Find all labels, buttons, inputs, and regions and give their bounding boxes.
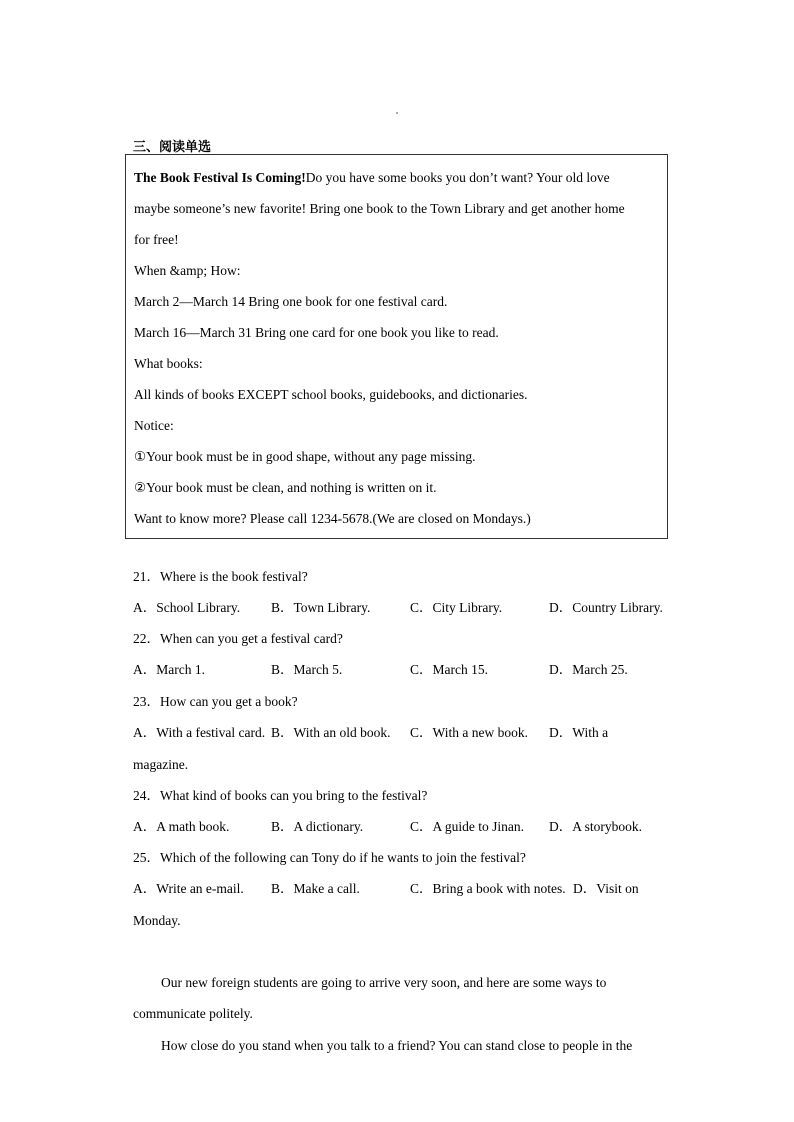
option-row [133, 819, 673, 835]
option-c[interactable]: C．A guide to Jinan. [410, 819, 524, 834]
option-d[interactable]: D．With a [549, 725, 609, 740]
option-c[interactable]: C．City Library. [410, 600, 503, 615]
page-mark [396, 112, 398, 114]
option-c[interactable]: C．With a new book. [410, 725, 528, 740]
question-stem: 23．How can you get a book? [133, 694, 298, 709]
question-stem: 24．What kind of books can you bring to the festival? [133, 788, 428, 803]
question-stem: 25．Which of the following can Tony do if he wants to join the festival? [133, 850, 526, 865]
notice-what-books: What books: [134, 356, 203, 371]
option-row [133, 662, 673, 678]
passage-paragraph-1-cont: communicate politely. [133, 1006, 253, 1021]
notice-line-1: The Book Festival Is Coming!Do you have some books you don’t want? Your old love [134, 170, 610, 185]
option-row [133, 881, 673, 897]
option-continuation: magazine. [133, 757, 189, 772]
option-a[interactable]: A．Write an e-mail. [133, 881, 244, 896]
passage-paragraph-2: How close do you stand when you talk to a friend? You can stand close to people in the [161, 1038, 633, 1053]
question-stem: 21．Where is the book festival? [133, 569, 308, 584]
option-a[interactable]: A．With a festival card. [133, 725, 266, 740]
notice-books-rule: All kinds of books EXCEPT school books, guidebooks, and dictionaries. [134, 387, 528, 402]
notice-line-2: maybe someone’s new favorite! Bring one book to the Town Library and get another home [134, 201, 625, 216]
option-d[interactable]: D．March 25. [549, 662, 628, 677]
notice-rule-1: ①Your book must be in good shape, without any page missing. [134, 449, 476, 464]
option-b[interactable]: B．March 5. [271, 662, 343, 677]
option-b[interactable]: B．A dictionary. [271, 819, 364, 834]
option-d[interactable]: D．A storybook. [549, 819, 643, 834]
option-b[interactable]: B．Town Library. [271, 600, 371, 615]
notice-label: Notice: [134, 418, 174, 433]
option-a[interactable]: A．March 1. [133, 662, 205, 677]
notice-rule-2: ②Your book must be clean, and nothing is written on it. [134, 480, 437, 495]
notice-contact: Want to know more? Please call 1234-5678.(We are closed on Mondays.) [134, 511, 531, 526]
notice-line-3: for free! [134, 232, 179, 247]
notice-date-2: March 16—March 31 Bring one card for one book you like to read. [134, 325, 499, 340]
option-continuation: Monday. [133, 913, 181, 928]
question-stem: 22．When can you get a festival card? [133, 631, 343, 646]
option-b[interactable]: B．With an old book. [271, 725, 391, 740]
option-d[interactable]: D．Visit on [573, 881, 639, 896]
notice-date-1: March 2—March 14 Bring one book for one festival card. [134, 294, 448, 309]
option-b[interactable]: B．Make a call. [271, 881, 360, 896]
notice-when-how: When &amp; How: [134, 263, 241, 278]
option-d[interactable]: D．Country Library. [549, 600, 663, 615]
option-row [133, 725, 673, 741]
notice-box [125, 154, 668, 539]
section-title: 三、阅读单选 [133, 140, 212, 155]
option-c[interactable]: C．March 15. [410, 662, 488, 677]
notice-headline: The Book Festival Is Coming! [134, 170, 306, 185]
option-c[interactable]: C．Bring a book with notes. [410, 881, 566, 896]
option-a[interactable]: A．School Library. [133, 600, 241, 615]
passage-paragraph-1: Our new foreign students are going to arrive very soon, and here are some ways to [161, 975, 607, 990]
option-a[interactable]: A．A math book. [133, 819, 230, 834]
option-row [133, 600, 673, 616]
